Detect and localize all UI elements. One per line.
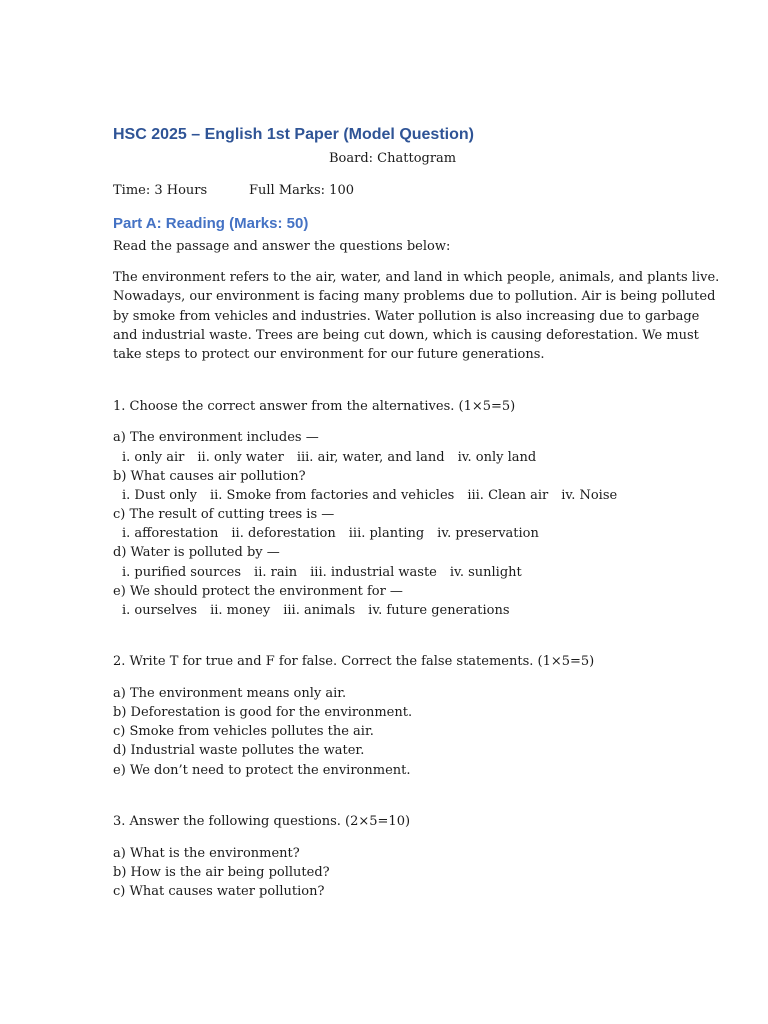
q2-heading: 2. Write T for true and F for false. Correct the false statements. (1×5=5) bbox=[113, 654, 595, 669]
q3-question: a) What is the environment? bbox=[113, 846, 300, 861]
option: iv. only land bbox=[457, 450, 537, 465]
option: ii. money bbox=[210, 603, 271, 618]
option: ii. Smoke from factories and vehicles bbox=[209, 488, 455, 503]
q3-question: b) How is the air being polluted? bbox=[113, 865, 330, 880]
q1-item-options bbox=[122, 448, 549, 467]
option: iv. Noise bbox=[561, 488, 618, 503]
option: ii. rain bbox=[254, 565, 298, 580]
reading-instruction: Read the passage and answer the questions below: bbox=[113, 239, 451, 254]
option: ii. deforestation bbox=[231, 526, 336, 541]
passage-line: Nowadays, our environment is facing many problems due to pollution. Air is being polluted bbox=[113, 289, 716, 305]
q1-item-question: a) The environment includes — bbox=[113, 430, 319, 445]
option: iii. animals bbox=[283, 603, 356, 618]
q1-item-options bbox=[122, 486, 630, 505]
option: iv. preservation bbox=[437, 526, 539, 541]
q1-item-options bbox=[122, 563, 535, 582]
option: iii. planting bbox=[348, 526, 425, 541]
q1-item-options bbox=[122, 601, 523, 620]
option: ii. only water bbox=[197, 450, 284, 465]
reading-passage bbox=[113, 268, 720, 364]
option: iv. future generations bbox=[368, 603, 510, 618]
q1-item-question: c) The result of cutting trees is — bbox=[113, 507, 335, 522]
q2-statement: e) We don’t need to protect the environment. bbox=[113, 763, 411, 778]
passage-line: The environment refers to the air, water, and land in which people, animals, and plants live. bbox=[113, 270, 720, 285]
q2-statement: a) The environment means only air. bbox=[113, 686, 347, 701]
q2-statement: c) Smoke from vehicles pollutes the air. bbox=[113, 724, 374, 739]
time-line: Time: 3 Hours bbox=[113, 183, 208, 198]
q3-question: c) What causes water pollution? bbox=[113, 884, 325, 899]
option: i. only air bbox=[122, 450, 185, 465]
option: i. ourselves bbox=[122, 603, 198, 618]
option: i. afforestation bbox=[122, 526, 219, 541]
passage-line: take steps to protect our environment for our future generations. bbox=[113, 347, 545, 363]
option: iii. Clean air bbox=[467, 488, 549, 503]
full-marks-line: Full Marks: 100 bbox=[249, 183, 354, 198]
board-line: Board: Chattogram bbox=[329, 151, 457, 166]
part-a-heading: Part A: Reading (Marks: 50) bbox=[113, 215, 309, 232]
option: i. Dust only bbox=[122, 488, 197, 503]
q2-statement: b) Deforestation is good for the environment. bbox=[113, 705, 413, 720]
passage-line: and industrial waste. Trees are being cut down, which is causing deforestation. We must bbox=[113, 327, 699, 343]
q2-statement: d) Industrial waste pollutes the water. bbox=[113, 743, 365, 758]
q1-heading: 1. Choose the correct answer from the alternatives. (1×5=5) bbox=[113, 399, 516, 414]
option: iv. sunlight bbox=[449, 565, 522, 580]
q3-heading: 3. Answer the following questions. (2×5=10) bbox=[113, 814, 411, 829]
document-title: HSC 2025 – English 1st Paper (Model Question) bbox=[113, 126, 474, 143]
q1-item-question: e) We should protect the environment for — bbox=[113, 584, 403, 599]
q1-item-question: d) Water is polluted by — bbox=[113, 545, 280, 560]
passage-line: by smoke from vehicles and industries. Water pollution is also increasing due to garbage bbox=[113, 308, 700, 324]
option: iii. air, water, and land bbox=[296, 450, 445, 465]
q1-item-question: b) What causes air pollution? bbox=[113, 469, 306, 484]
option: i. purified sources bbox=[122, 565, 242, 580]
option: iii. industrial waste bbox=[310, 565, 437, 580]
q1-item-options bbox=[122, 524, 552, 543]
